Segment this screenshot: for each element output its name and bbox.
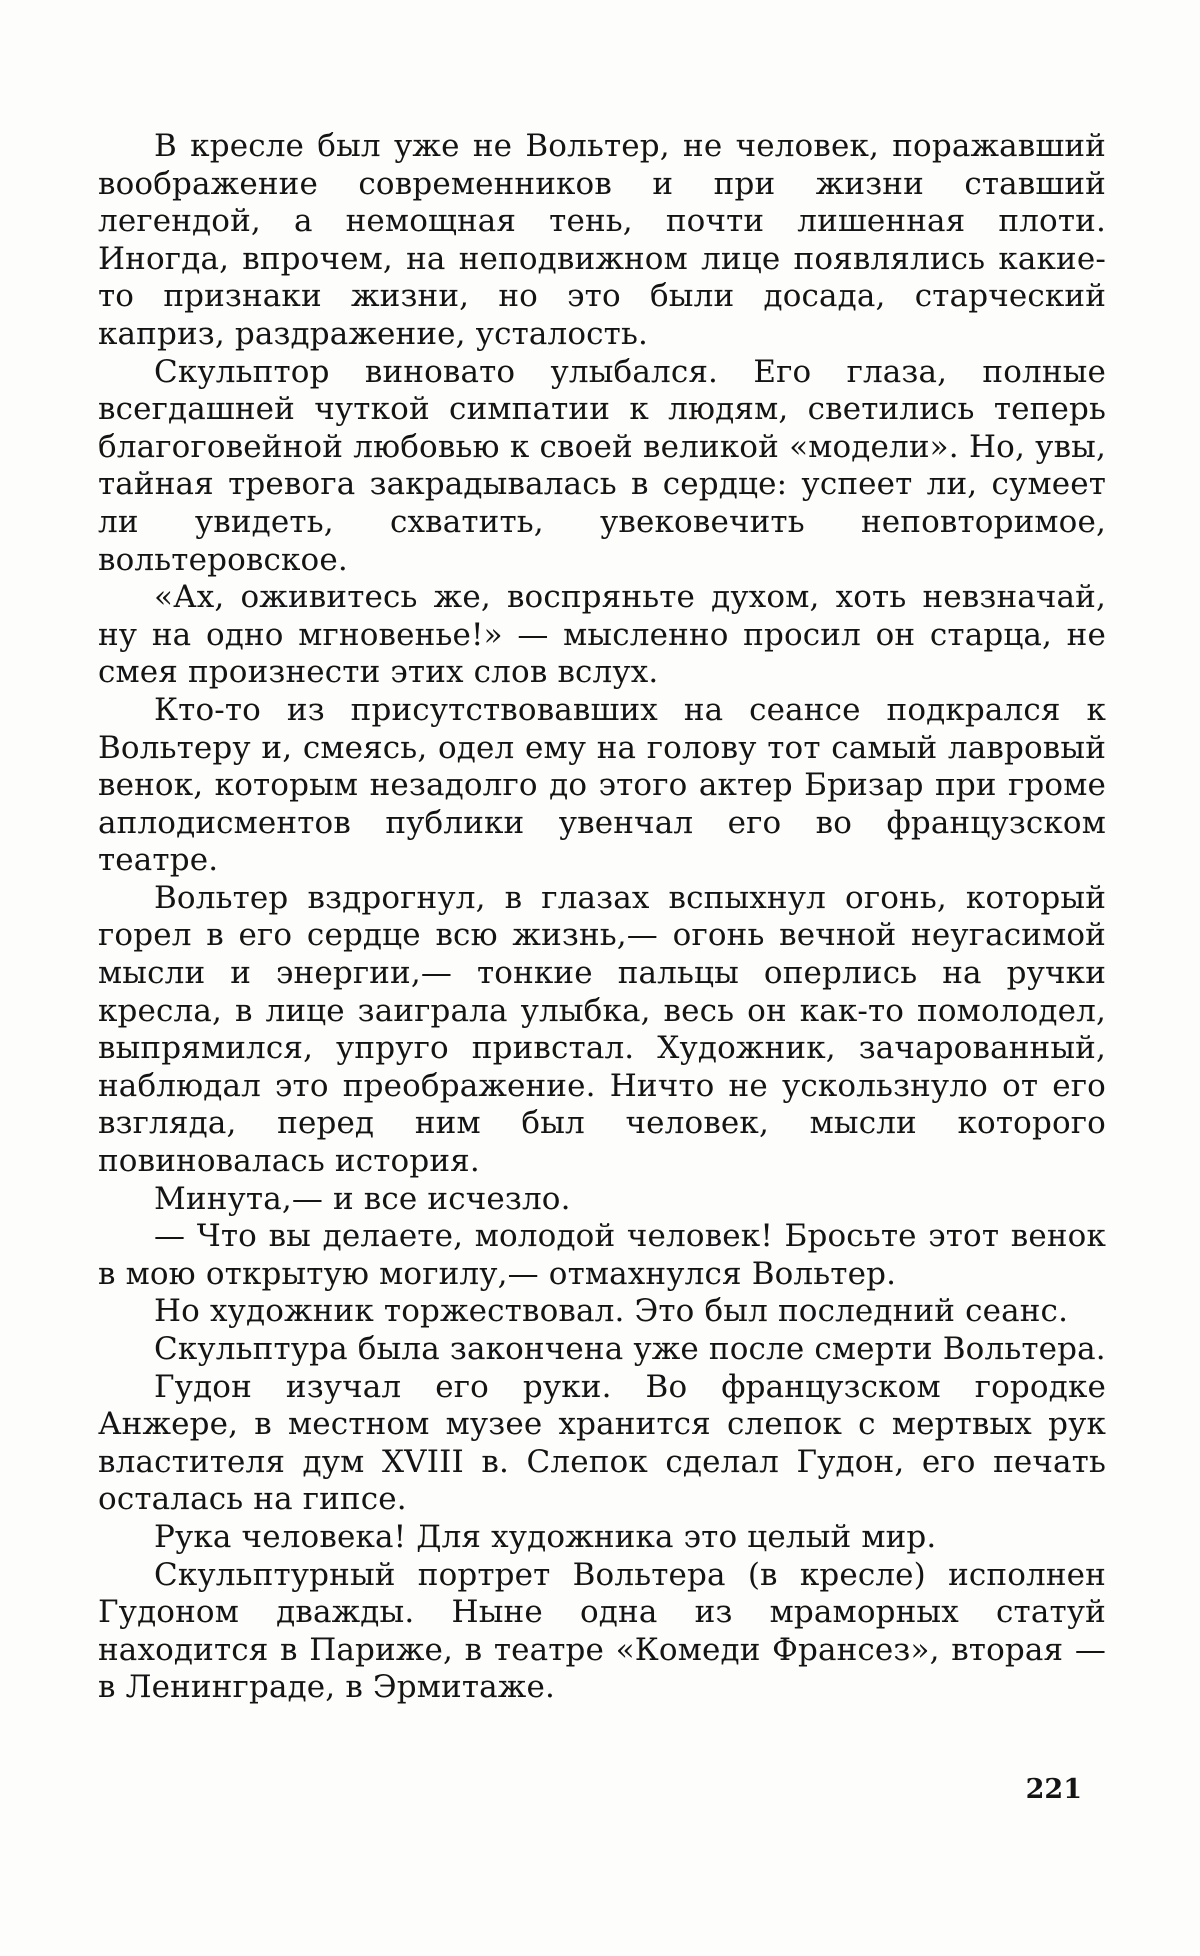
paragraph-12: Скульптурный портрет Вольтера (в кресле) исполнен Гудоном дважды. Ныне одна из мраморных статуй находится в Париже, в театре «Комеди Франсез», вторая — в Ленинграде, в Эрмитаже.: [98, 1556, 1106, 1706]
paragraph-6: Минута,— и все исчезло.: [154, 1180, 571, 1217]
body-text: [98, 128, 1106, 1707]
paragraph-9: Скульптура была закончена уже после смерти Вольтера.: [154, 1331, 1106, 1367]
paragraph-7: — Что вы делаете, молодой человек! Бросьте этот венок в мою открытую могилу,— отмахнулся Вольтер.: [98, 1218, 1106, 1292]
page-number: 221: [1025, 1774, 1082, 1805]
paragraph-3: «Ах, оживитесь же, воспряньте духом, хоть невзначай, ну на одно мгновенье!» — мысленно просил он старца, не смея произнести этих слов вслух.: [98, 579, 1106, 691]
paragraph-1: В кресле был уже не Вольтер, не человек, поражавший воображение современников и при жизни ставший легендой, а немощная тень, почти лишенная плоти. Иногда, впрочем, на неподвижном лице появлялись какие-то признаки жизни, но это были досада, старческий каприз, раздражение, усталость.: [98, 128, 1106, 352]
paragraph-5: Вольтер вздрогнул, в глазах вспыхнул огонь, который горел в его сердце всю жизнь,— огонь вечной неугасимой мысли и энергии,— тонкие пальцы оперлись на ручки кресла, в лице заиграла улыбка, весь он как-то помолодел, выпрямился, упруго привстал. Художник, зачарованный, наблюдал это преображение. Ничто не ускользнуло от его взгляда, перед ним был человек, мысли которого повиновалась история.: [98, 879, 1106, 1180]
paragraph-4: Кто-то из присутствовавших на сеансе подкрался к Вольтеру и, смеясь, одел ему на голову тот самый лавровый венок, которым незадолго до этого актер Бризар при громе аплодисментов публики увенчал его во французском театре.: [98, 691, 1106, 879]
paragraph-11: Рука человека! Для художника это целый мир.: [154, 1518, 937, 1555]
paragraph-10: Гудон изучал его руки. Во французском городке Анжере, в местном музее хранится слепок с мертвых рук властителя дум XVIII в. Слепок сделал Гудон, его печать осталась на гипсе.: [98, 1368, 1106, 1518]
paragraph-8: Но художник торжествовал. Это был последний сеанс.: [154, 1293, 1069, 1330]
paragraph-2: Скульптор виновато улыбался. Его глаза, полные всегдашней чуткой симпатии к людям, светились теперь благоговейной любовью к своей великой «модели». Но, увы, тайная тревога закрадывалась в сердце: успеет ли, сумеет ли увидеть, схватить, увековечить неповторимое, вольтеровское.: [98, 353, 1106, 578]
